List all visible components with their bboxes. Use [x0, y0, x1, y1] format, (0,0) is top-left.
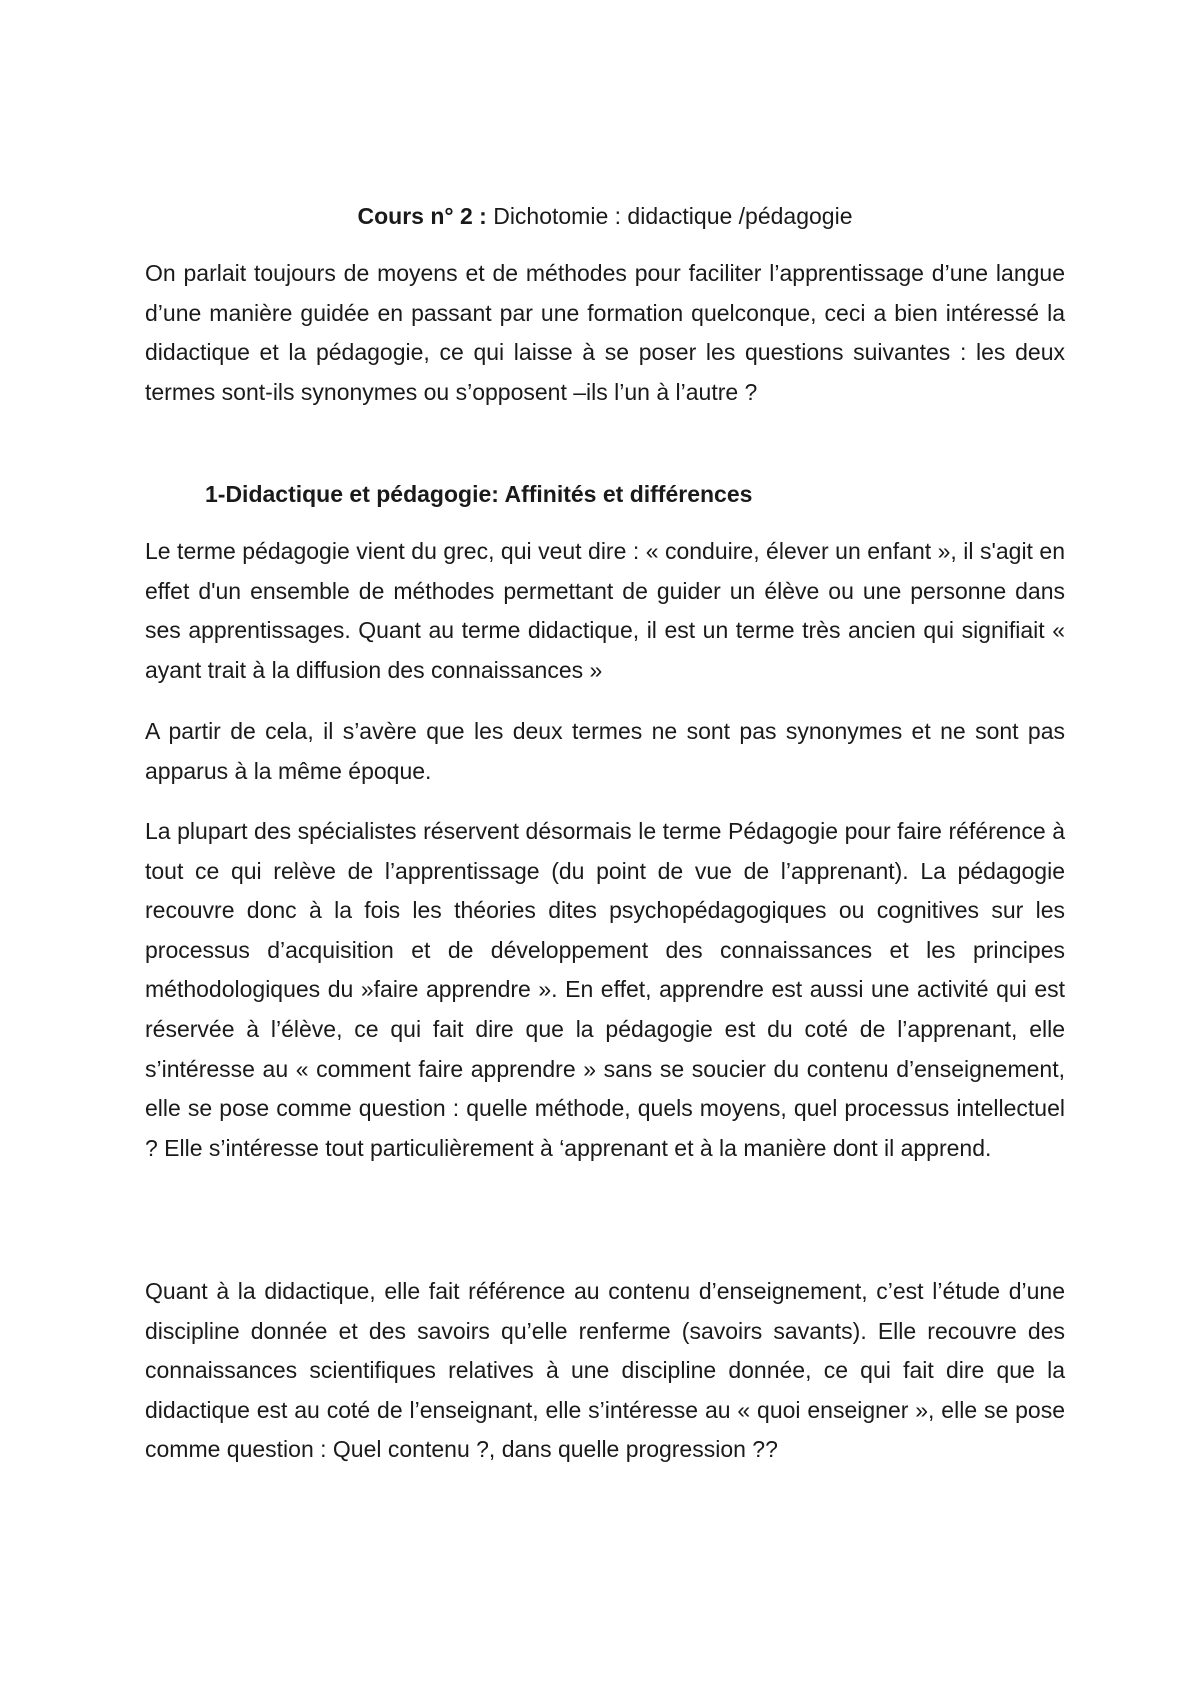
intro-paragraph: On parlait toujours de moyens et de méthodes pour faciliter l’apprentissage d’une langue d’une manière guidée en passant par une formation quelconque, ceci a bien intéressé la didactique et la pédagogie, ce qui laisse à se poser les questions suivantes : les deux termes sont-ils synonymes ou s’opposent –ils l’un à l’autre ?	[145, 260, 1065, 405]
title-course-number: Cours n° 2 :	[357, 203, 487, 229]
paragraph-1: Le terme pédagogie vient du grec, qui veut dire : « conduire, élever un enfant », il s'agit en effet d'un ensemble de méthodes permettant de guider un élève ou une personne dans ses apprentissages. Quant au terme didactique, il est un terme très ancien qui signifiait « ayant trait à la diffusion des connaissances »	[145, 538, 1065, 683]
document-page	[145, 0, 1065, 1698]
section-heading: 1-Didactique et pédagogie: Affinités et différences	[205, 481, 753, 507]
document-title	[145, 196, 1065, 236]
title-subject: Dichotomie : didactique /pédagogie	[486, 203, 853, 229]
paragraph-4: Quant à la didactique, elle fait référence au contenu d’enseignement, c’est l’étude d’une discipline donnée et des savoirs qu’elle renferme (savoirs savants). Elle recouvre des connaissances scientifiques relatives à une discipline donnée, ce qui fait dire que la didactique est au coté de l’enseignant, elle s’intéresse au « quoi enseigner », elle se pose comme question : Quel contenu ?, dans quelle progression ??	[145, 1278, 1065, 1463]
paragraph-3: La plupart des spécialistes réservent désormais le terme Pédagogie pour faire référence à tout ce qui relève de l’apprentissage (du point de vue de l’apprenant). La pédagogie recouvre donc à la fois les théories dites psychopédagogiques ou cognitives sur les processus d’acquisition et de développement des connaissances et les principes méthodologiques du »faire apprendre ». En effet, apprendre est aussi une activité qui est réservée à l’élève, ce qui fait dire que la pédagogie est du coté de l’apprenant, elle s’intéresse au « comment faire apprendre » sans se soucier du contenu d’enseignement, elle se pose comme question : quelle méthode, quels moyens, quel processus intellectuel ? Elle s’intéresse tout particulièrement à ‘apprenant et à la manière dont il apprend.	[145, 818, 1065, 1161]
paragraph-2: A partir de cela, il s’avère que les deux termes ne sont pas synonymes et ne sont pas apparus à la même époque.	[145, 718, 1065, 784]
